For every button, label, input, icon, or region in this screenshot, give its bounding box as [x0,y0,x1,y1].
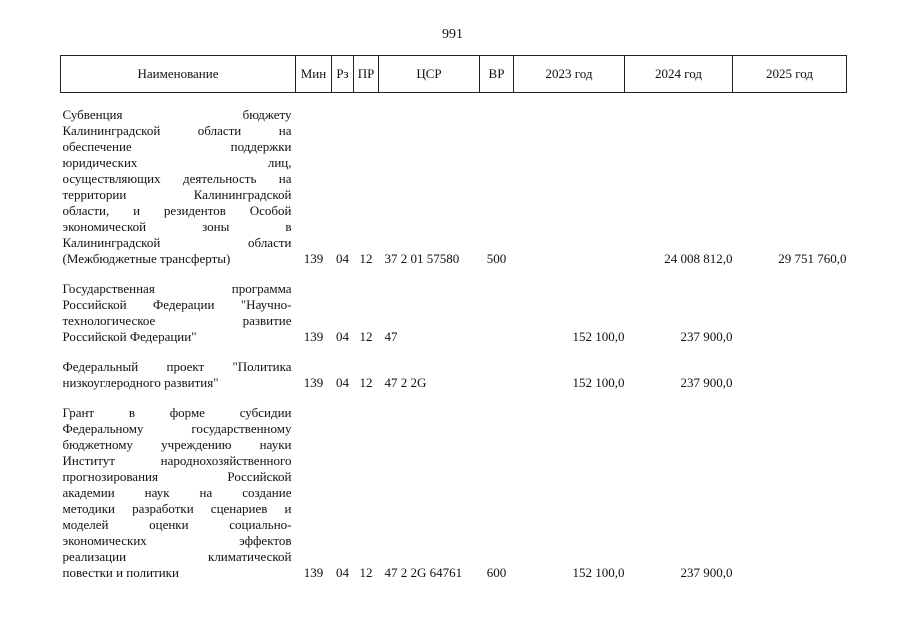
budget-table [60,55,847,581]
header-2025: 2025 год [733,56,847,93]
row-name-cell [61,107,296,267]
row-csr-cell: 47 [384,329,398,344]
row-min-cell: 139 [303,565,324,580]
row-name-line: области, и резидентов Особой [62,203,292,218]
row-name-line: Федеральному государственному [62,421,292,436]
header-min: Мин [296,56,332,93]
row-vr-cell: 500 [486,251,507,266]
table-row [61,107,847,267]
row-name-line: бюджетному учреждению науки [62,437,292,452]
row-name-line: реализации климатической [62,549,292,564]
row-csr-cell: 37 2 01 57580 [384,251,460,266]
header-vr: ВР [480,56,514,93]
row-min-cell: 139 [303,375,324,390]
row-name-line: обеспечение поддержки [62,139,292,154]
row-y2023-cell [514,107,625,267]
row-name-line: методики разработки сценариев и [62,501,292,516]
header-2023: 2023 год [514,56,625,93]
row-name-line: (Межбюджетные трансферты) [62,251,231,266]
row-y2023-cell: 152 100,0 [572,375,625,390]
row-name-line: Федеральный проект "Политика [62,359,292,374]
row-pr-cell: 12 [359,329,373,344]
header-rz: Рз [332,56,354,93]
row-name-line: технологическое развитие [62,313,292,328]
row-y2025-cell [733,405,847,581]
row-spacer [61,345,847,359]
row-name-line: Российской Федерации "Научно- [62,297,292,312]
row-y2025-cell [733,281,847,345]
row-name-line: моделей оценки социально- [62,517,292,532]
row-name-line: осуществляющих деятельность на [62,171,292,186]
row-y2023-cell: 152 100,0 [572,565,625,580]
header-csr: ЦСР [379,56,480,93]
row-min-cell: 139 [303,251,324,266]
row-csr-cell: 47 2 2G [384,375,427,390]
row-name-cell [61,281,296,345]
row-name-cell [61,359,296,391]
table-body [61,93,847,582]
row-y2024-cell: 24 008 812,0 [664,251,733,266]
row-csr-cell: 47 2 2G 64761 [384,565,463,580]
row-y2025-cell [733,359,847,391]
row-vr-cell [480,281,514,345]
header-2024: 2024 год [625,56,733,93]
row-spacer [61,267,847,281]
row-name-line: низкоуглеродного развития" [62,375,219,390]
row-name-line: Субвенция бюджету [62,107,292,122]
row-pr-cell: 12 [359,565,373,580]
row-y2025-cell: 29 751 760,0 [778,251,847,266]
row-rz-cell: 04 [336,251,349,266]
row-name-line: прогнозирования Российской [62,469,292,484]
row-pr-cell: 12 [359,251,373,266]
row-vr-cell: 600 [486,565,507,580]
row-name-cell [61,405,296,581]
row-name-line: экономической зоны в [62,219,292,234]
row-name-line: Грант в форме субсидии [62,405,292,420]
table-row [61,281,847,345]
row-spacer [61,93,847,108]
row-name-line: Российской Федерации" [62,329,197,344]
row-vr-cell [480,359,514,391]
header-pr: ПР [354,56,379,93]
row-name-line: академии наук на создание [62,485,292,500]
row-name-line: территории Калининградской [62,187,292,202]
row-name-line: экономических эффектов [62,533,292,548]
row-name-line: Государственная программа [62,281,292,296]
table-header-row [61,56,847,93]
row-y2024-cell: 237 900,0 [680,329,733,344]
row-name-line: Калининградской области на [62,123,292,138]
row-name-line: Калининградской области [62,235,292,250]
row-y2024-cell: 237 900,0 [680,565,733,580]
row-name-line: Институт народнохозяйственного [62,453,292,468]
page-number: 991 [442,27,463,42]
row-name-line: юридических лиц, [62,155,292,170]
row-name-line: повестки и политики [62,565,179,580]
row-spacer [61,391,847,405]
header-name: Наименование [61,56,296,93]
row-min-cell: 139 [303,329,324,344]
table-row [61,405,847,581]
row-rz-cell: 04 [336,565,349,580]
row-y2024-cell: 237 900,0 [680,375,733,390]
row-y2023-cell: 152 100,0 [572,329,625,344]
row-rz-cell: 04 [336,329,349,344]
row-rz-cell: 04 [336,375,349,390]
table-row [61,359,847,391]
row-pr-cell: 12 [359,375,373,390]
